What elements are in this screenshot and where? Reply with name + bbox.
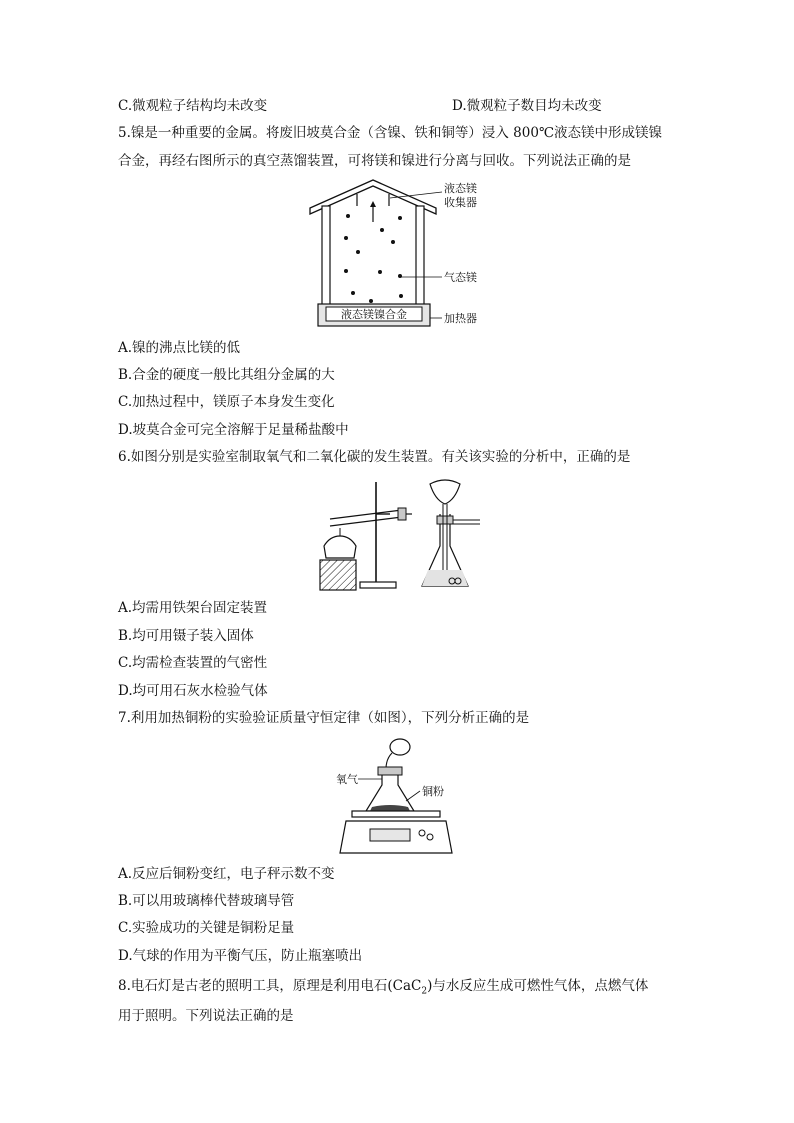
q7-option-c: C.实验成功的关键是铜粉足量 xyxy=(118,920,295,936)
label-copper-powder: 铜粉 xyxy=(422,785,444,798)
q7-option-d: D.气球的作用为平衡气压，防止瓶塞喷出 xyxy=(118,948,363,964)
q8-stem-part-a: 8.电石灯是古老的照明工具，原理是利用电石(CaC xyxy=(118,978,422,994)
q4-option-c: C.微观粒子结构均未改变 xyxy=(118,98,268,114)
vacuum-distillation-figure xyxy=(300,176,500,336)
label-collector-1: 液态镁 xyxy=(444,182,477,195)
q5-option-c: C.加热过程中，镁原子本身发生变化 xyxy=(118,394,335,410)
q7-option-b: B.可以用玻璃棒代替玻璃导管 xyxy=(118,893,295,909)
q7-option-a: A.反应后铜粉变红，电子秤示数不变 xyxy=(118,866,335,882)
q8-stem-part-b: )与水反应生成可燃性气体，点燃气体 xyxy=(427,978,649,994)
q5-option-a: A.镍的沸点比镁的低 xyxy=(118,340,241,356)
q5-option-d: D.坡莫合金可完全溶解于足量稀盐酸中 xyxy=(118,422,349,438)
label-collector-2: 收集器 xyxy=(444,196,477,209)
q7-stem: 7.利用加热铜粉的实验验证质量守恒定律（如图），下列分析正确的是 xyxy=(118,710,530,726)
q8-subscript: 2 xyxy=(421,986,428,997)
label-gas-mg: 气态镁 xyxy=(444,271,477,284)
q8-stem-line2: 用于照明。下列说法正确的是 xyxy=(118,1008,294,1024)
q5-option-b: B.合金的硬度一般比其组分金属的大 xyxy=(118,367,335,383)
label-alloy: 液态镁镍合金 xyxy=(341,308,407,321)
gas-generation-apparatus-figure xyxy=(310,474,490,600)
label-heater: 加热器 xyxy=(444,312,477,325)
q6-option-c: C.均需检查装置的气密性 xyxy=(118,655,268,671)
label-oxygen: 氧气 xyxy=(336,773,358,786)
q6-stem: 6.如图分别是实验室制取氧气和二氧化碳的发生装置。有关该实验的分析中，正确的是 xyxy=(118,449,631,465)
q5-stem-line1: 5.镍是一种重要的金属。将废旧坡莫合金（含镍、铁和铜等）浸入 800℃液态镁中形成镁镍 xyxy=(118,125,663,141)
q6-option-d: D.均可用石灰水检验气体 xyxy=(118,683,268,699)
q4-option-d: D.微观粒子数目均未改变 xyxy=(452,98,602,114)
copper-heating-figure xyxy=(336,735,466,860)
q8-stem-line1 xyxy=(118,976,648,1002)
q5-stem-line2: 合金，再经右图所示的真空蒸馏装置，可将镁和镍进行分离与回收。下列说法正确的是 xyxy=(118,153,631,169)
q6-option-b: B.均可用镊子装入固体 xyxy=(118,628,254,644)
q6-option-a: A.均需用铁架台固定装置 xyxy=(118,600,268,616)
